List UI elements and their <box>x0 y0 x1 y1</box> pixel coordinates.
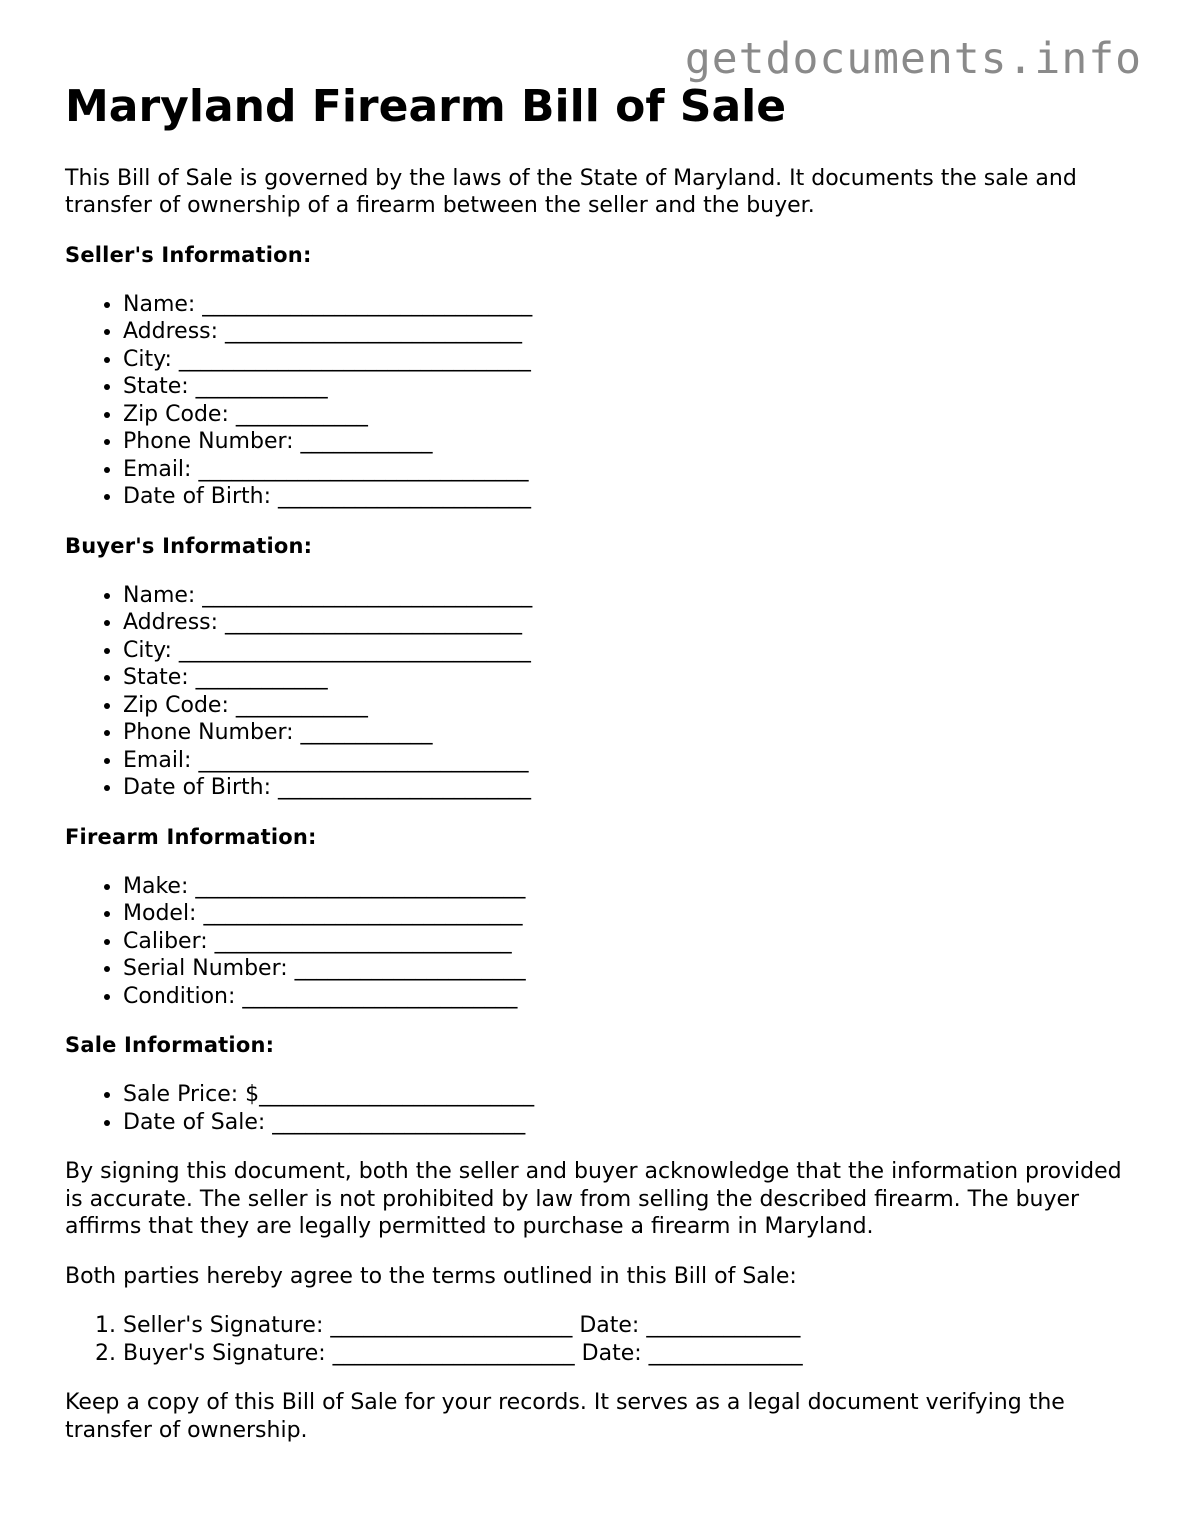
acknowledgement-paragraph: By signing this document, both the seller and buyer acknowledge that the information provided is accurate. The seller is not prohibited by law from selling the described firearm. The buyer affirms that they are legally permitted to purchase a firearm in Maryland. <box>65 1159 1122 1240</box>
firearm-serial-field[interactable]: • Serial Number: _____________________ <box>123 955 1135 983</box>
sale-date-field[interactable]: • Date of Sale: _______________________ <box>123 1109 1135 1137</box>
seller-name-field[interactable]: • Name: ______________________________ <box>123 291 1135 319</box>
buyer-state-field[interactable]: • State: ____________ <box>123 664 1135 692</box>
seller-city-field[interactable]: • City: ________________________________ <box>123 346 1135 374</box>
watermark: getdocuments.info <box>684 34 1142 84</box>
intro-paragraph: This Bill of Sale is governed by the laws of the State of Maryland. It documents the sale and transfer of ownership of a firearm between the seller and the buyer. <box>65 165 1077 219</box>
firearm-heading: Firearm Information: <box>65 824 317 849</box>
document-page <box>65 82 1135 1466</box>
seller-email-field[interactable]: • Email: ______________________________ <box>123 456 1135 484</box>
firearm-make-field[interactable]: • Make: ______________________________ <box>123 873 1135 901</box>
seller-heading: Seller's Information: <box>65 242 312 267</box>
seller-fields-list <box>65 291 1135 511</box>
buyer-fields-list <box>65 582 1135 802</box>
firearm-condition-field[interactable]: • Condition: _________________________ <box>123 983 1135 1011</box>
seller-dob-field[interactable]: • Date of Birth: _______________________ <box>123 483 1135 511</box>
agreement-paragraph: Both parties hereby agree to the terms outlined in this Bill of Sale: <box>65 1263 797 1289</box>
buyer-signature-field[interactable]: 2. Buyer's Signature: ______________________ Date: ______________ <box>123 1340 1135 1368</box>
buyer-heading: Buyer's Information: <box>65 533 313 558</box>
seller-state-field[interactable]: • State: ____________ <box>123 373 1135 401</box>
seller-address-field[interactable]: • Address: ___________________________ <box>123 318 1135 346</box>
seller-phone-field[interactable]: • Phone Number: ____________ <box>123 428 1135 456</box>
document-title: Maryland Firearm Bill of Sale <box>65 81 787 132</box>
buyer-address-field[interactable]: • Address: ___________________________ <box>123 609 1135 637</box>
firearm-caliber-field[interactable]: • Caliber: ___________________________ <box>123 928 1135 956</box>
buyer-zip-field[interactable]: • Zip Code: ____________ <box>123 692 1135 720</box>
sale-heading: Sale Information: <box>65 1033 275 1058</box>
firearm-fields-list <box>65 873 1135 1011</box>
buyer-phone-field[interactable]: • Phone Number: ____________ <box>123 719 1135 747</box>
sale-fields-list <box>65 1081 1135 1136</box>
buyer-dob-field[interactable]: • Date of Birth: _______________________ <box>123 774 1135 802</box>
signatures-list <box>65 1312 1135 1367</box>
buyer-city-field[interactable]: • City: ________________________________ <box>123 637 1135 665</box>
buyer-name-field[interactable]: • Name: ______________________________ <box>123 582 1135 610</box>
seller-zip-field[interactable]: • Zip Code: ____________ <box>123 401 1135 429</box>
buyer-email-field[interactable]: • Email: ______________________________ <box>123 747 1135 775</box>
sale-price-field[interactable]: • Sale Price: $_________________________ <box>123 1081 1135 1109</box>
closing-paragraph: Keep a copy of this Bill of Sale for your records. It serves as a legal document verifying the transfer of ownership. <box>65 1390 1065 1443</box>
seller-signature-field[interactable]: 1. Seller's Signature: ______________________ Date: ______________ <box>123 1312 1135 1340</box>
firearm-model-field[interactable]: • Model: _____________________________ <box>123 900 1135 928</box>
